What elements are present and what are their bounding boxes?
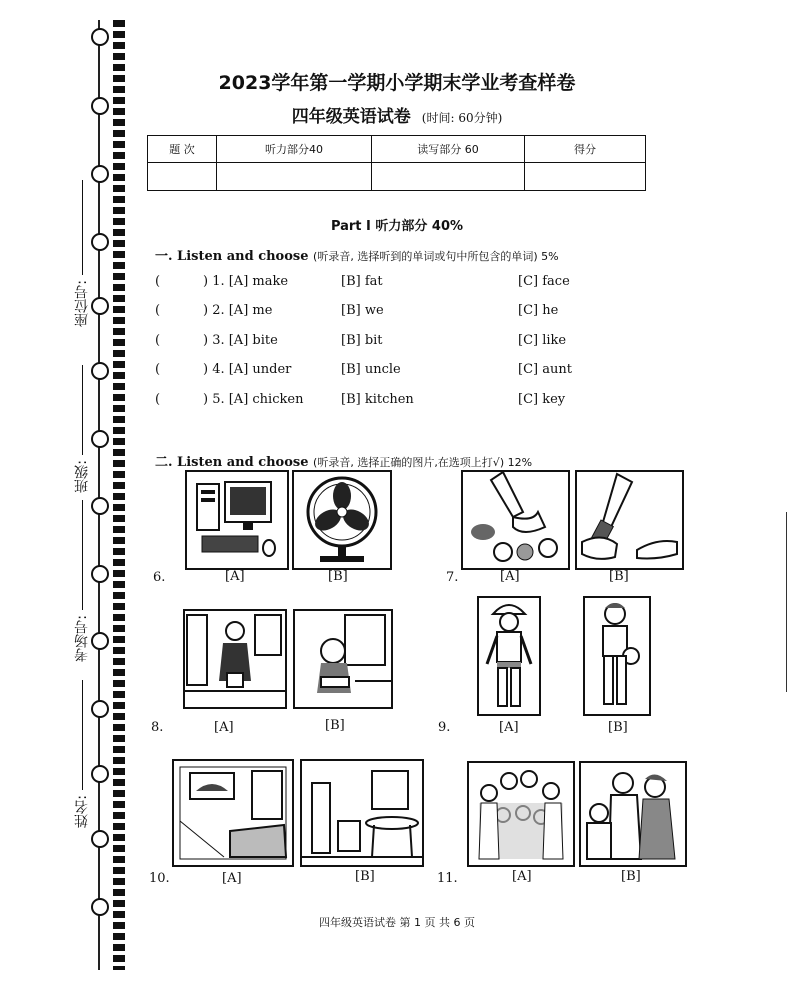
question-option-b: [B] uncle [341,362,401,377]
option-b-label[interactable]: [B] [328,569,348,584]
binding-hole [91,632,109,650]
option-b-label[interactable]: [B] [608,720,628,735]
section1-note: (听录音, 选择听到的单词或句中所包含的单词) 5% [313,250,559,263]
option-b-label[interactable]: [B] [355,869,375,884]
seat-label: 座位号: [74,280,90,327]
binding-hole [91,233,109,251]
binding-hole [91,297,109,315]
option-a-label[interactable]: [A] [512,869,532,884]
question-option-b: [B] bit [341,333,383,348]
exam-room-field[interactable] [82,500,83,610]
question-option-a: ) 3. [A] bite [203,333,278,348]
part-heading: Part Ⅰ 听力部分 40% [330,219,464,234]
time-note: (时间: 60分钟) [421,111,503,125]
page-title: 2023学年第一学期小学期末学业考查样卷 [218,72,576,94]
binding-hole [91,497,109,515]
answer-paren[interactable]: ( [155,303,161,318]
binding-hole [91,765,109,783]
answer-paren[interactable]: ( [155,362,161,377]
page-edge [786,512,794,692]
score-cell[interactable] [148,163,217,191]
option-a-label[interactable]: [A] [500,569,520,584]
question-number: 10. [149,871,170,886]
class-label: 班级: [74,460,90,493]
name-field[interactable] [82,680,83,790]
answer-paren[interactable]: ( [155,333,161,348]
score-cell[interactable] [372,163,525,191]
question-option-c: [C] like [518,333,567,348]
cooking-picture[interactable] [183,609,287,709]
score-header: 读写部分 60 [372,136,525,163]
living-room-picture[interactable] [172,759,294,867]
option-a-label[interactable]: [A] [222,871,242,886]
option-b-label[interactable]: [B] [621,869,641,884]
question-number: 6. [153,570,166,585]
big-family-picture[interactable] [467,761,575,867]
question-number: 7. [446,570,459,585]
score-header: 得分 [525,136,646,163]
answer-paren[interactable]: ( [155,392,161,407]
reading-picture[interactable] [293,609,393,709]
score-header: 题 次 [148,136,217,163]
boy-cap-picture[interactable] [477,596,541,716]
option-b-label[interactable]: [B] [609,569,629,584]
fan-picture[interactable] [292,470,392,570]
option-b-label[interactable]: [B] [325,718,345,733]
question-option-a: ) 5. [A] chicken [203,392,304,407]
question-option-b: [B] we [341,303,384,318]
class-field[interactable] [82,365,83,455]
boy-ball-picture[interactable] [583,596,651,716]
binding-line [98,20,100,970]
answer-paren[interactable]: ( [155,274,161,289]
exam-room-label: 考场号: [74,615,90,662]
option-a-label[interactable]: [A] [214,720,234,735]
section2-note: (听录音, 选择正确的图片,在选项上打√) 12% [313,456,533,469]
question-option-a: ) 2. [A] me [203,303,273,318]
page-footer: 四年级英语试卷 第 1 页 共 6 页 [319,916,475,929]
subtitle: 四年级英语试卷 [291,107,411,127]
question-option-c: [C] key [518,392,566,407]
score-cell[interactable] [525,163,646,191]
question-number: 11. [437,871,458,886]
section1-title: 一. Listen and choose [155,249,309,264]
binding-hole [91,362,109,380]
section2-heading [155,451,532,470]
binding-hole [91,28,109,46]
question-option-c: [C] face [518,274,570,289]
question-option-a: ) 4. [A] under [203,362,292,377]
binding-hole [91,565,109,583]
binding-hole [91,430,109,448]
question-number: 9. [438,720,451,735]
question-option-b: [B] fat [341,274,383,289]
question-option-b: [B] kitchen [341,392,414,407]
question-option-c: [C] he [518,303,559,318]
score-header: 听力部分40 [217,136,372,163]
binding-hole [91,165,109,183]
computer-picture[interactable] [185,470,289,570]
subtitle-row [0,102,794,127]
knife-picture[interactable] [575,470,684,570]
score-table [147,135,646,191]
question-option-a: ) 1. [A] make [203,274,289,289]
cutting-vegetables-picture[interactable] [461,470,570,570]
small-family-picture[interactable] [579,761,687,867]
score-cell[interactable] [217,163,372,191]
binding-hole [91,700,109,718]
section1-heading [155,245,559,264]
kitchen-dining-picture[interactable] [300,759,424,867]
name-label: 姓名: [74,795,90,828]
option-a-label[interactable]: [A] [499,720,519,735]
section2-title: 二. Listen and choose [155,455,309,470]
binding-hole [91,830,109,848]
question-option-c: [C] aunt [518,362,572,377]
question-number: 8. [151,720,164,735]
binding-perforation [113,20,125,970]
option-a-label[interactable]: [A] [225,569,245,584]
